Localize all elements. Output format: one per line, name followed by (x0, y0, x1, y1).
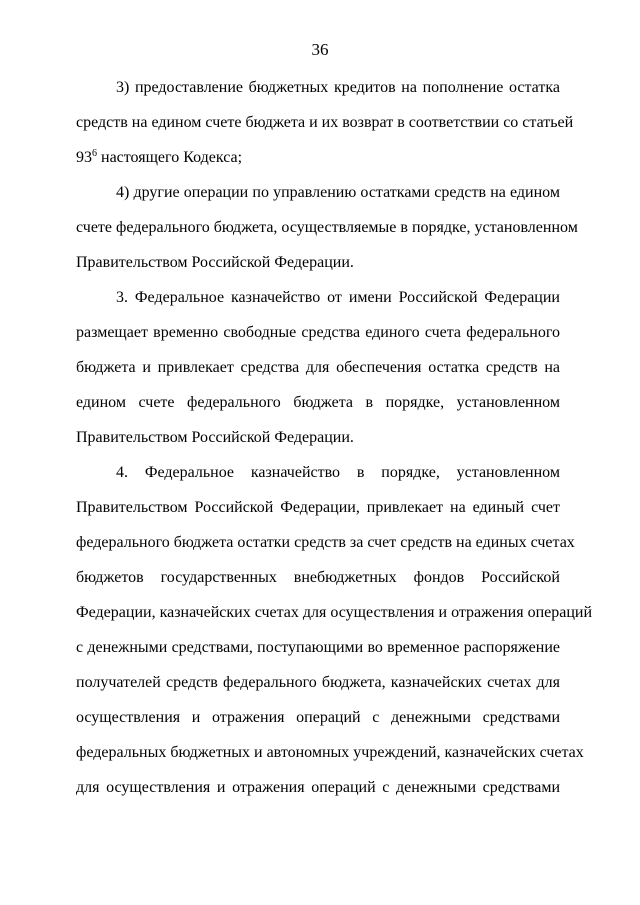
paragraph-1-line-1: 3) предоставление бюджетных кредитов на пополнение остатка (116, 79, 560, 96)
article-reference-text: настоящего Кодекса; (97, 149, 243, 166)
paragraph-4-line-3: федерального бюджета остатки средств за счет средств на единых счетах (76, 534, 575, 551)
paragraph-1-line-3 (76, 148, 560, 168)
paragraph-4-line-5: Федерации, казначейских счетах для осуществления и отражения операций (76, 604, 593, 621)
paragraph-3-line-4: едином счете федерального бюджета в порядке, установленном (76, 394, 560, 411)
paragraph-2-line-3: Правительством Российской Федерации. (76, 254, 354, 271)
paragraph-4-line-6: с денежными средствами, поступающими во временное распоряжение (76, 639, 560, 656)
paragraph-1-line-2: средств на едином счете бюджета и их возврат в соответствии со статьей (76, 114, 574, 131)
paragraph-3-line-5: Правительством Российской Федерации. (76, 429, 354, 446)
article-superscript: 6 (92, 148, 97, 159)
paragraph-3-line-1: 3. Федеральное казначейство от имени Российской Федерации (116, 289, 560, 306)
paragraph-4-line-2: Правительством Российской Федерации, привлекает на единый счет (76, 499, 560, 516)
article-number: 93 (76, 149, 92, 166)
paragraph-4-line-10: для осуществления и отражения операций с денежными средствами (76, 779, 560, 796)
paragraph-4-line-4: бюджетов государственных внебюджетных фондов Российской (76, 569, 560, 586)
paragraph-3-line-2: размещает временно свободные средства единого счета федерального (76, 324, 560, 341)
paragraph-3-line-3: бюджета и привлекает средства для обеспечения остатка средств на (76, 359, 560, 376)
page-number: 36 (311, 40, 329, 59)
paragraph-2-line-2: счете федерального бюджета, осуществляемые в порядке, установленном (76, 219, 578, 236)
paragraph-2-line-1: 4) другие операции по управлению остатками средств на едином (116, 184, 560, 201)
paragraph-4-line-9: федеральных бюджетных и автономных учреждений, казначейских счетах (76, 744, 584, 761)
paragraph-4-line-7: получателей средств федерального бюджета, казначейских счетах для (76, 674, 560, 691)
paragraph-4-line-1: 4. Федеральное казначейство в порядке, установленном (116, 464, 560, 481)
paragraph-4-line-8: осуществления и отражения операций с денежными средствами (76, 709, 560, 726)
